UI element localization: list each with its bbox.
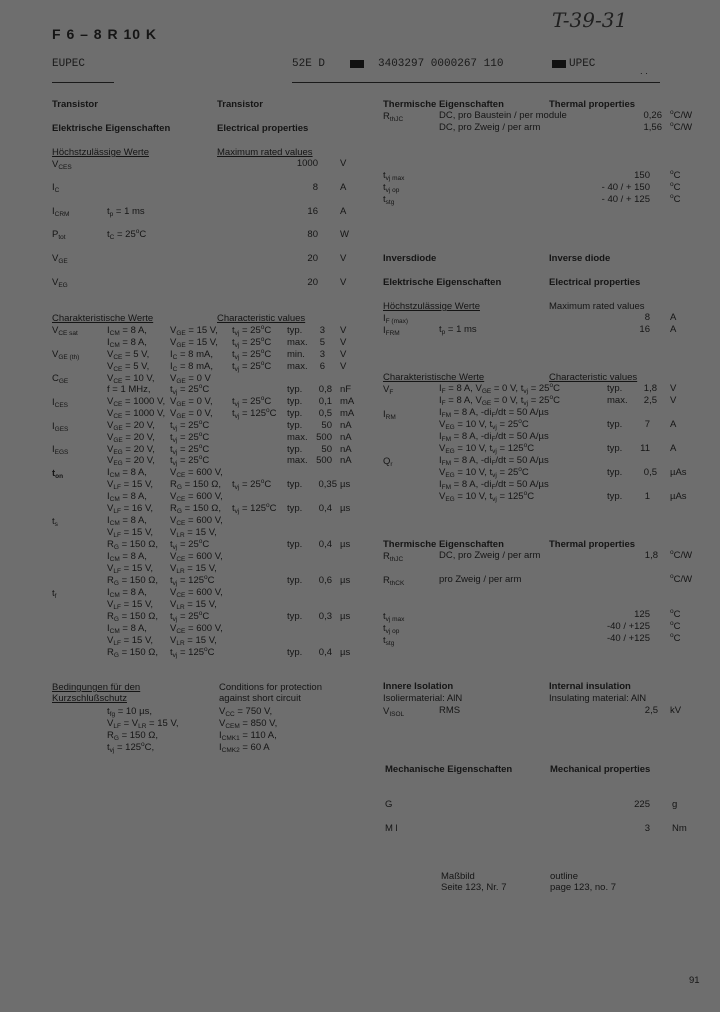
condition: $V_{GE} = 15$ V, <box>170 337 218 349</box>
condition: $V_{CE} = 600$ V, <box>170 467 223 479</box>
qualifier: typ. <box>607 467 623 478</box>
condition: $V_{CE} = 600$ V, <box>170 491 223 503</box>
condition: $I_{CMK2} = 60$ A <box>219 742 270 754</box>
value: 0,4 <box>318 503 332 514</box>
symbol: $I_{F (max)}$ <box>383 313 409 325</box>
condition: $I_C = 8$ mA, <box>170 361 213 373</box>
condition: $V_{LR} = 15$ V, <box>170 563 217 575</box>
qualifier: max. <box>287 432 308 443</box>
unit: A <box>340 182 347 193</box>
symbol: $t_{vj max}$ <box>383 611 405 623</box>
symbol: $I_{EGS}$ <box>52 444 69 456</box>
print-dots: . . <box>640 66 648 77</box>
symbol: $I_{RM}$ <box>383 409 396 421</box>
diode-char-en: Characteristic values <box>549 372 638 383</box>
value: 1,8 <box>643 383 657 394</box>
qualifier: typ. <box>287 539 303 550</box>
condition: $V_{LF} = 15$ V, <box>107 599 154 611</box>
value: -40 / +125 <box>606 621 650 632</box>
unit: nA <box>340 420 352 431</box>
char-values-en: Characteristic values <box>217 313 306 324</box>
qualifier: max. <box>287 455 308 466</box>
value: 3 <box>319 325 325 336</box>
condition: $V_{EG} = 10$ V, $t_{vj} = 25^oC$ <box>439 465 529 479</box>
condition: $V_{GE} = 0$ V, <box>170 396 213 408</box>
unit: V <box>340 337 347 348</box>
condition: $I_{FM} = 8$ A, $-di_F/dt = 50$ A/µs <box>439 455 549 467</box>
condition: $t_{vj} = 125^oC$ <box>170 573 215 587</box>
unit: $^o$C <box>670 180 681 193</box>
value: 3 <box>644 823 650 834</box>
short-circuit-de-line2: Kurzschlußschutz <box>52 693 127 704</box>
symbol: $I_{CRM}$ <box>52 206 70 218</box>
symbol: $t_f$ <box>52 588 57 600</box>
thermal2-en: Thermal properties <box>549 539 636 550</box>
value: 0,5 <box>318 408 332 419</box>
condition: $t_p = 1$ ms <box>107 206 145 218</box>
qualifier: max. <box>287 337 308 348</box>
condition: $V_{GE} = 20$ V, <box>107 420 155 432</box>
outline-de: Maßbild <box>441 871 475 882</box>
unit: nA <box>340 432 352 443</box>
condition: $V_{LR} = 15$ V, <box>170 599 217 611</box>
value: 7 <box>644 419 650 430</box>
header-rule <box>52 82 114 83</box>
value: 0,35 <box>318 479 337 490</box>
condition: $t_{vj} = 25^oC$ <box>170 442 210 456</box>
value: 20 <box>307 277 318 288</box>
symbol: $C_{GE}$ <box>52 373 69 385</box>
unit: µs <box>340 647 351 658</box>
condition: $I_{CM} = 8$ A, <box>107 467 147 479</box>
condition: $I_{FM} = 8$ A, $-di_F/dt = 50$ A/µs <box>439 479 549 491</box>
condition: $V_{LF} = 16$ V, <box>107 503 154 515</box>
value: 80 <box>307 229 318 240</box>
symbol: $V_{CES}$ <box>52 159 72 171</box>
unit: mA <box>340 396 355 407</box>
section-elec-en: Electrical properties <box>217 123 309 134</box>
symbol: $V_{EG}$ <box>52 277 68 289</box>
brand-name: EUPEC <box>52 58 86 70</box>
unit: V <box>340 253 347 264</box>
value: 1000 <box>296 158 318 169</box>
condition: $V_{GE} = 15$ V, <box>170 325 218 337</box>
symbol: $V_{GE}$ <box>52 253 68 265</box>
unit: $^o$C/W <box>670 572 693 585</box>
value: 500 <box>316 432 332 443</box>
unit: g <box>672 799 678 810</box>
thermal-en: Thermal properties <box>549 99 636 110</box>
thermal-de: Thermische Eigenschaften <box>383 99 504 110</box>
unit: µAs <box>670 491 687 502</box>
unit: A <box>670 324 677 335</box>
condition: $V_{GE} = 0$ V <box>170 373 211 385</box>
qualifier: typ. <box>287 420 303 431</box>
condition: f = 1 MHz, <box>107 384 151 395</box>
symbol: $t_s$ <box>52 516 58 528</box>
condition: $V_{CEM} = 850$ V, <box>219 718 278 730</box>
outline-en: outline <box>550 871 578 882</box>
unit: Nm <box>672 823 687 834</box>
diode-de: Inversdiode <box>383 253 437 264</box>
value: 0,6 <box>318 575 332 586</box>
unit: W <box>340 229 349 240</box>
value: 2,5 <box>643 395 657 406</box>
diode-max-de: Höchstzulässige Werte <box>383 301 480 312</box>
symbol: $R_{thJC}$ <box>383 551 404 563</box>
diode-elec-en: Electrical properties <box>549 277 641 288</box>
condition: $I_{FM} = 8$ A, $-di_F/dt = 50$ A/µs <box>439 407 549 419</box>
qualifier: typ. <box>287 647 303 658</box>
value: 125 <box>634 609 650 620</box>
unit: V <box>340 361 347 372</box>
condition: $V_{EG} = 10$ V, $t_{vj} = 125^oC$ <box>439 489 535 503</box>
mechanical-de: Mechanische Eigenschaften <box>385 764 513 775</box>
symbol: $I_{CES}$ <box>52 397 69 409</box>
value: 0,4 <box>318 647 332 658</box>
symbol: $P_{tot}$ <box>52 229 66 241</box>
symbol: $I_{FRM}$ <box>383 325 400 337</box>
condition: $V_{LF} = 15$ V, <box>107 635 154 647</box>
qualifier: typ. <box>287 503 303 514</box>
condition: $I_{CM} = 8$ A, <box>107 337 147 349</box>
symbol: $I_{GES}$ <box>52 421 69 433</box>
condition: $t_C = 25^oC$ <box>107 227 147 241</box>
thermal2-de: Thermische Eigenschaften <box>383 539 504 550</box>
condition: $R_G = 150$ Ω, <box>107 611 158 623</box>
qualifier: typ. <box>287 479 303 490</box>
value: 225 <box>634 799 650 810</box>
mechanical-en: Mechanical properties <box>550 764 651 775</box>
unit: mA <box>340 408 355 419</box>
unit: $^o$C <box>670 619 681 632</box>
condition: $t_{vj} = 25^oC$ <box>232 347 272 361</box>
brand-name-right: UPEC <box>569 58 596 70</box>
unit: nA <box>340 455 352 466</box>
condition: $V_{GE} = 0$ V, <box>170 408 213 420</box>
symbol: $t_{stg}$ <box>383 194 395 206</box>
unit: V <box>340 158 347 169</box>
value: 50 <box>321 444 332 455</box>
condition: $t_{vj} = 25^oC$ <box>232 477 272 491</box>
handwritten-annotation: T-39-31 <box>552 8 628 32</box>
condition: $I_{CMK1} = 110$ A, <box>219 730 277 742</box>
condition: $R_G = 150$ Ω, <box>107 575 158 587</box>
condition: $I_F = 8$ A, $V_{GE} = 0$ V, $t_{vj} = 25^oC$ <box>439 381 560 395</box>
condition: $V_{CE} = 600$ V, <box>170 623 223 635</box>
value: 0,8 <box>318 384 332 395</box>
value: 0,26 <box>643 110 662 121</box>
condition: $t_{fg} = 10$ µs, <box>107 706 152 718</box>
condition: pro Zweig / per arm <box>439 574 522 585</box>
value: 11 <box>640 443 650 454</box>
qualifier: typ. <box>287 384 303 395</box>
value: 0,4 <box>318 539 332 550</box>
symbol: $R_{thCK}$ <box>383 575 405 587</box>
unit: A <box>340 206 347 217</box>
value: - 40 / + 125 <box>601 194 650 205</box>
condition: $t_p = 1$ ms <box>439 324 477 336</box>
symbol: G <box>385 799 393 810</box>
condition: $V_{EG} = 10$ V, $t_{vj} = 25^oC$ <box>439 417 529 431</box>
value: 500 <box>316 455 332 466</box>
unit: µAs <box>670 467 687 478</box>
value: 150 <box>634 170 650 181</box>
unit: V <box>670 383 677 394</box>
unit: nA <box>340 444 352 455</box>
unit: µs <box>340 575 351 586</box>
diode-elec-de: Elektrische Eigenschaften <box>383 277 502 288</box>
unit: A <box>670 419 677 430</box>
symbol: $V_{GE (th)}$ <box>52 349 80 361</box>
condition: $I_{CM} = 8$ A, <box>107 587 147 599</box>
condition: $t_{vj} = 125^oC$ <box>232 406 277 420</box>
section-transistor-de: Transistor <box>52 99 98 110</box>
condition: $V_{CE} = 5$ V, <box>107 361 150 373</box>
condition: $I_{CM} = 8$ A, <box>107 325 147 337</box>
condition: RMS <box>439 705 461 716</box>
condition: $t_{vj} = 25^oC$ <box>170 609 210 623</box>
condition: $I_{CM} = 8$ A, <box>107 515 147 527</box>
qualifier: typ. <box>287 325 303 336</box>
value: 6 <box>319 361 325 372</box>
unit: $^o$C <box>670 607 681 620</box>
symbol: $t_{vj max}$ <box>383 170 405 182</box>
condition: $I_{CM} = 8$ A, <box>107 551 147 563</box>
unit: $^o$C/W <box>670 120 693 133</box>
symbol: $I_C$ <box>52 182 60 194</box>
value: 16 <box>307 206 318 217</box>
qualifier: typ. <box>287 408 303 419</box>
header-rule <box>292 82 660 83</box>
print-mark-icon <box>552 60 566 68</box>
symbol: $V_F$ <box>383 384 394 396</box>
condition: $I_{CM} = 8$ A, <box>107 623 147 635</box>
condition: $R_G = 150$ Ω, <box>170 503 221 515</box>
page-number: 91 <box>689 975 700 986</box>
condition: $t_{vj} = 125^oC$ <box>170 645 215 659</box>
value: 0,5 <box>643 467 657 478</box>
condition: $R_G = 150$ Ω, <box>107 539 158 551</box>
condition: $V_{LF} = 15$ V, <box>107 527 154 539</box>
qualifier: typ. <box>287 611 303 622</box>
condition: $I_C = 8$ mA, <box>170 349 213 361</box>
condition: $V_{LF} = V_{LR} = 15$ V, <box>107 718 179 730</box>
unit: $^o$C <box>670 192 681 205</box>
condition: $R_G = 150$ Ω, <box>170 479 221 491</box>
condition: $t_{vj} = 25^oC$ <box>170 537 210 551</box>
qualifier: typ. <box>607 491 623 502</box>
condition: $V_{CE} = 1000$ V, <box>107 408 166 420</box>
condition: $V_{CE} = 600$ V, <box>170 551 223 563</box>
qualifier: typ. <box>607 443 623 454</box>
condition: $V_{CE} = 5$ V, <box>107 349 150 361</box>
unit: V <box>340 349 347 360</box>
condition: $R_G = 150$ Ω, <box>107 730 158 742</box>
condition: DC, pro Zweig / per arm <box>439 550 541 561</box>
symbol: $V_{CE sat}$ <box>52 325 78 337</box>
unit: $^o$C/W <box>670 108 693 121</box>
symbol: $t_{on}$ <box>52 468 64 480</box>
symbol: $t_{vj op}$ <box>383 623 400 635</box>
condition: $t_{vj} = 25^oC$ <box>232 335 272 349</box>
insulation-material-en: Insulating material: AlN <box>549 693 647 704</box>
condition: $t_{vj} = 25^oC$ <box>170 382 210 396</box>
unit: nF <box>340 384 352 395</box>
condition: $V_{LR} = 15$ V, <box>170 527 217 539</box>
section-transistor-en: Transistor <box>217 99 263 110</box>
char-values-de: Charakteristische Werte <box>52 313 154 324</box>
short-circuit-en-line2: against short circuit <box>219 693 301 704</box>
condition: $V_{CE} = 1000$ V, <box>107 396 166 408</box>
condition: $V_{LR} = 15$ V, <box>170 635 217 647</box>
qualifier: min. <box>287 349 305 360</box>
short-circuit-de-line1: Bedingungen für den <box>52 682 141 693</box>
unit: $^o$C <box>670 168 681 181</box>
value: 50 <box>321 420 332 431</box>
unit: V <box>670 395 677 406</box>
qualifier: max. <box>287 361 308 372</box>
max-values-en: Maximum rated values <box>217 147 313 158</box>
value: 8 <box>644 312 650 323</box>
value: 1,56 <box>643 122 662 133</box>
unit: V <box>340 325 347 336</box>
isolation-de: Innere Isolation <box>383 681 454 692</box>
condition: $t_{vj} = 25^oC$ <box>232 323 272 337</box>
condition: $t_{vj} = 25^oC$ <box>170 430 210 444</box>
diode-max-en: Maximum rated values <box>549 301 645 312</box>
short-circuit-en-line1: Conditions for protection <box>219 682 322 693</box>
unit: A <box>670 312 677 323</box>
condition: $I_{FM} = 8$ A, $-di_F/dt = 50$ A/µs <box>439 431 549 443</box>
diode-en: Inverse diode <box>549 253 611 264</box>
qualifier: max. <box>607 395 628 406</box>
value: 5 <box>319 337 325 348</box>
part-number: F 6 – 8 R 10 K <box>52 26 158 42</box>
unit: $^o$C/W <box>670 548 693 561</box>
unit: µs <box>340 539 351 550</box>
value: 0,3 <box>318 611 332 622</box>
value: 1,8 <box>644 550 658 561</box>
diode-char-de: Charakteristische Werte <box>383 372 485 383</box>
lot-code: 52E D <box>292 58 326 70</box>
insulation-material-de: Isoliermaterial: AlN <box>383 693 463 704</box>
outline-page-en: page 123, no. 7 <box>550 882 617 893</box>
condition: $t_{vj} = 25^oC$ <box>232 359 272 373</box>
condition: $R_G = 150$ Ω, <box>107 647 158 659</box>
lot-number: 3403297 0000267 110 <box>378 58 504 70</box>
condition: $t_{vj} = 25^oC$ <box>170 453 210 467</box>
value: 0,1 <box>318 396 332 407</box>
outline-page-de: Seite 123, Nr. 7 <box>441 882 507 893</box>
qualifier: typ. <box>607 419 623 430</box>
condition: DC, pro Zweig / per arm <box>439 122 541 133</box>
condition: $I_{CM} = 8$ A, <box>107 491 147 503</box>
condition: $V_{EG} = 20$ V, <box>107 444 155 456</box>
condition: $V_{LF} = 15$ V, <box>107 563 154 575</box>
isolation-en: Internal insulation <box>549 681 631 692</box>
unit: µs <box>340 479 351 490</box>
symbol: $V_{ISOL}$ <box>383 706 405 718</box>
unit: µs <box>340 611 351 622</box>
symbol: $t_{stg}$ <box>383 635 395 647</box>
value: - 40 / + 150 <box>601 182 650 193</box>
value: 2,5 <box>644 705 658 716</box>
condition: $V_{CC} = 750$ V, <box>219 706 273 718</box>
print-mark-icon <box>350 60 364 68</box>
unit: A <box>670 443 677 454</box>
symbol: M l <box>385 823 398 834</box>
value: 20 <box>307 253 318 264</box>
unit: V <box>340 277 347 288</box>
condition: $t_{vj} = 125^oC$, <box>107 740 155 754</box>
symbol: $Q_r$ <box>383 456 393 468</box>
condition: $I_F = 8$ A, $V_{GE} = 0$ V, $t_{vj} = 25^oC$ <box>439 393 560 407</box>
value: 16 <box>639 324 650 335</box>
condition: $V_{CE} = 600$ V, <box>170 515 223 527</box>
condition: $V_{EG} = 20$ V, <box>107 455 155 467</box>
section-elec-de: Elektrische Eigenschaften <box>52 123 171 134</box>
max-values-de: Höchstzulässige Werte <box>52 147 149 158</box>
condition: $t_{vj} = 125^oC$ <box>232 501 277 515</box>
value: 8 <box>312 182 318 193</box>
condition: $V_{LF} = 15$ V, <box>107 479 154 491</box>
symbol: $R_{thJC}$ <box>383 111 404 123</box>
condition: $t_{vj} = 25^oC$ <box>170 418 210 432</box>
value: 1 <box>644 491 650 502</box>
qualifier: typ. <box>287 444 303 455</box>
condition: $V_{CE} = 600$ V, <box>170 587 223 599</box>
qualifier: typ. <box>287 575 303 586</box>
unit: µs <box>340 503 351 514</box>
qualifier: typ. <box>287 396 303 407</box>
condition: $V_{CE} = 10$ V, <box>107 373 155 385</box>
symbol: $t_{vj op}$ <box>383 182 400 194</box>
value: 3 <box>319 349 325 360</box>
value: -40 / +125 <box>606 633 650 644</box>
qualifier: typ. <box>607 383 623 394</box>
condition: DC, pro Baustein / per module <box>439 110 567 121</box>
condition: $V_{EG} = 10$ V, $t_{vj} = 125^oC$ <box>439 441 535 455</box>
unit: $^o$C <box>670 631 681 644</box>
condition: $t_{vj} = 25^oC$ <box>232 394 272 408</box>
unit: kV <box>670 705 682 716</box>
condition: $V_{GE} = 20$ V, <box>107 432 155 444</box>
